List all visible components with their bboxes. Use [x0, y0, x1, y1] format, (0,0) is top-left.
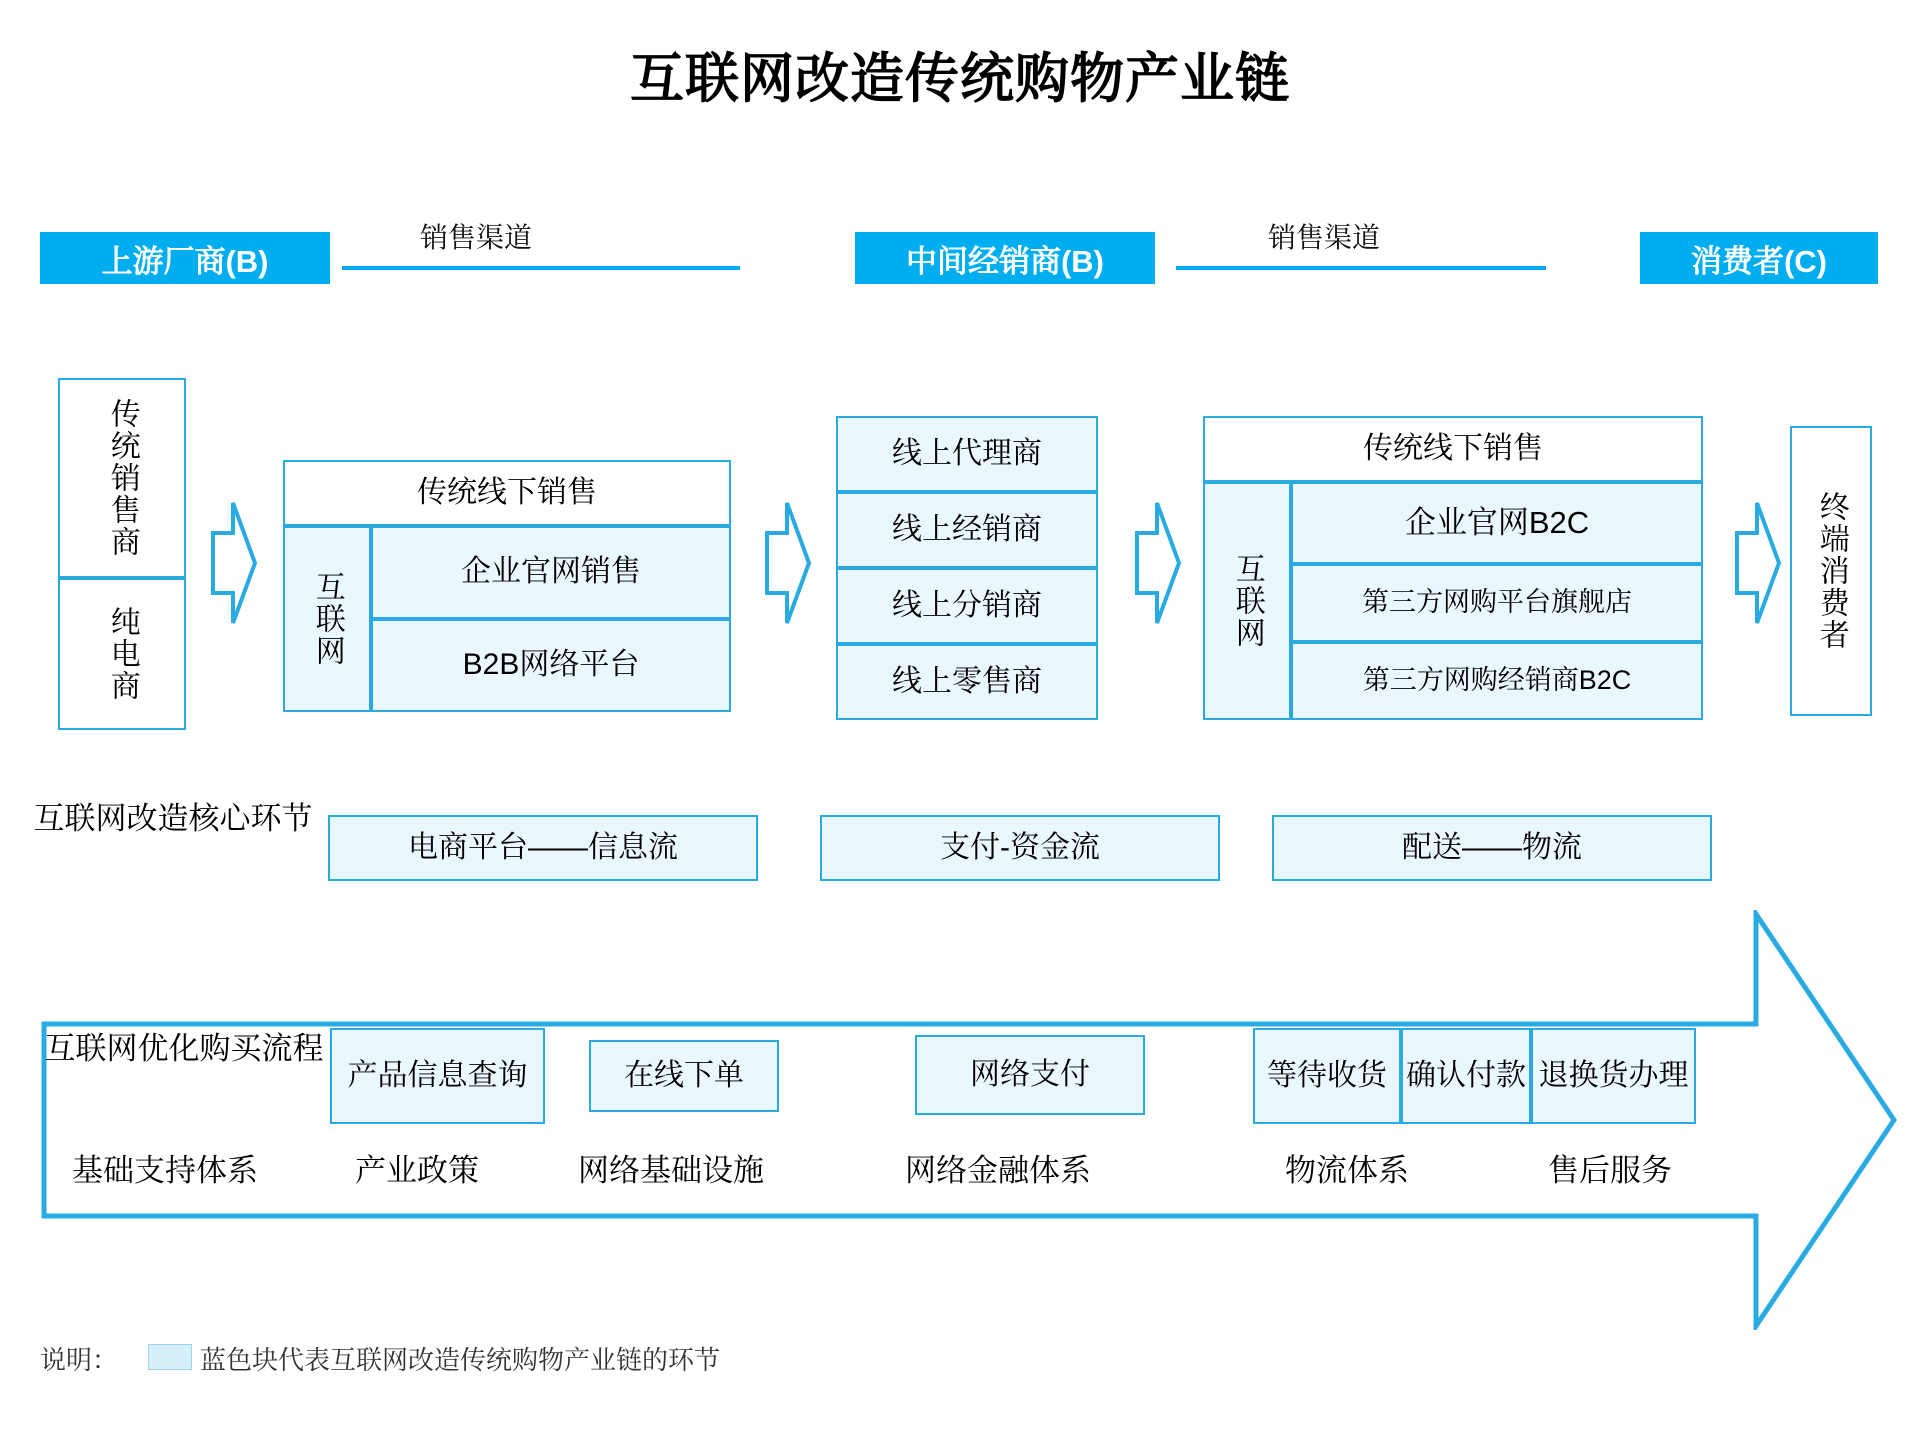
- consumer-channel-row-1: 企业官网B2C: [1291, 482, 1703, 564]
- upstream-item-pure-ecommerce-label: 纯电商: [105, 606, 139, 702]
- core-link-1: 电商平台——信息流: [328, 815, 758, 881]
- consumer-channel-header: 传统线下销售: [1203, 416, 1703, 482]
- upstream-channel-side-label-text: 互联网: [310, 571, 344, 667]
- chevron-right-icon-1: [208, 498, 258, 628]
- legend-text: 蓝色块代表互联网改造传统购物产业链的环节: [200, 1345, 721, 1375]
- middle-item-2: 线上经销商: [836, 492, 1098, 568]
- core-links-label: 互联网改造核心环节: [33, 801, 313, 836]
- support-item-4: 物流体系: [1285, 1153, 1409, 1188]
- upstream-item-traditional: [58, 378, 186, 578]
- purchase-flow-label: 互联网优化购买流程: [44, 1031, 324, 1066]
- upstream-item-pure-ecommerce: [58, 578, 186, 730]
- consumer-channel-side-label: [1203, 482, 1291, 720]
- support-item-2: 网络基础设施: [578, 1153, 764, 1188]
- chevron-right-icon-4: [1732, 498, 1782, 628]
- flow-connector-label-1: 销售渠道: [420, 222, 533, 253]
- upstream-channel-header: 传统线下销售: [283, 460, 731, 526]
- end-consumer-box: [1790, 426, 1872, 716]
- purchase-step-3: 网络支付: [915, 1035, 1145, 1115]
- flow-node-upstream: 上游厂商(B): [40, 232, 330, 284]
- consumer-channel-side-label-text: 互联网: [1230, 553, 1264, 649]
- support-item-1: 产业政策: [355, 1153, 479, 1188]
- purchase-step-4: 等待收货: [1253, 1028, 1401, 1124]
- middle-item-3: 线上分销商: [836, 568, 1098, 644]
- core-link-3: 配送——物流: [1272, 815, 1712, 881]
- flow-line-1: [342, 266, 740, 270]
- middle-item-4: 线上零售商: [836, 644, 1098, 720]
- chevron-right-icon-3: [1132, 498, 1182, 628]
- upstream-item-traditional-label: 传统销售商: [105, 398, 139, 558]
- purchase-step-6: 退换货办理: [1531, 1028, 1696, 1124]
- legend-prefix: 说明：: [40, 1345, 119, 1375]
- consumer-channel-row-3: 第三方网购经销商B2C: [1291, 642, 1703, 720]
- core-link-2: 支付-资金流: [820, 815, 1220, 881]
- middle-item-1: 线上代理商: [836, 416, 1098, 492]
- purchase-step-1: 产品信息查询: [330, 1028, 545, 1124]
- chevron-right-icon-2: [762, 498, 812, 628]
- support-system-label: 基础支持体系: [72, 1153, 258, 1188]
- support-item-5: 售后服务: [1548, 1153, 1672, 1188]
- end-consumer-label: 终端消费者: [1814, 491, 1848, 651]
- upstream-channel-row-1: 企业官网销售: [371, 526, 731, 619]
- flow-node-consumer: 消费者(C): [1640, 232, 1878, 284]
- flow-line-2: [1176, 266, 1546, 270]
- purchase-step-2: 在线下单: [589, 1040, 779, 1112]
- legend-color-swatch: [148, 1344, 192, 1370]
- flow-node-middleman: 中间经销商(B): [855, 232, 1155, 284]
- purchase-step-5: 确认付款: [1401, 1028, 1531, 1124]
- upstream-channel-row-2: B2B网络平台: [371, 619, 731, 712]
- support-item-3: 网络金融体系: [905, 1153, 1091, 1188]
- upstream-channel-side-label: [283, 526, 371, 712]
- page-title: 互联网改造传统购物产业链: [630, 49, 1290, 109]
- flow-connector-label-2: 销售渠道: [1268, 222, 1381, 253]
- consumer-channel-row-2: 第三方网购平台旗舰店: [1291, 564, 1703, 642]
